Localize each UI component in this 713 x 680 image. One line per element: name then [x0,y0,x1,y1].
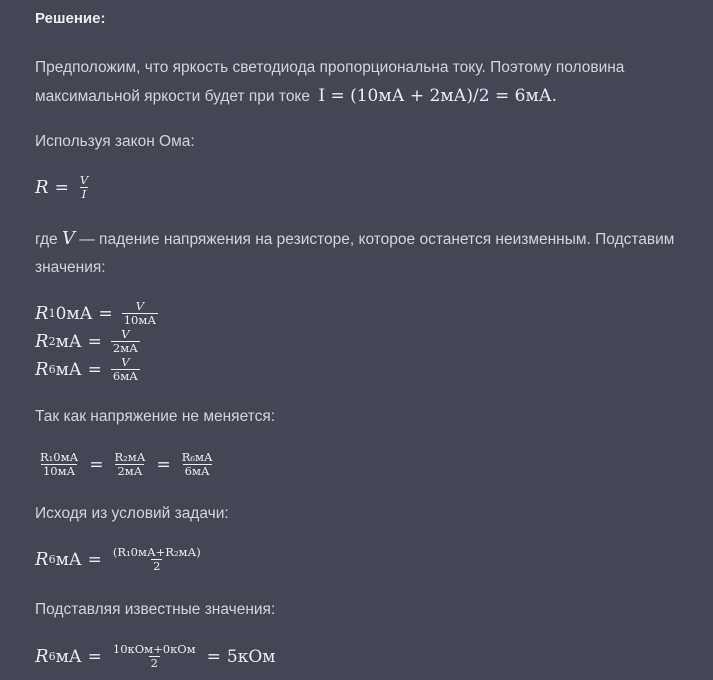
ohm-fraction [78,174,90,201]
equation-r-2ma [35,328,143,355]
fraction-denominator: 6мА [184,464,210,478]
eq-lhs-subscript: 2 [48,335,56,348]
fraction-numerator: (R₁0мА+R₂мА) [112,545,201,559]
ratio-fraction-1 [38,451,80,478]
equation-r-6ma [35,356,143,383]
average-equation [35,546,206,573]
eq-lhs-rest: мА [55,549,82,570]
current-formula: I = (10мА + 2мА)/2 = 6мА. [318,86,557,106]
eq-lhs-subscript: 6 [48,553,56,566]
assumption-line-2-text: максимальной яркости будет при токе [35,88,311,105]
ratio-fraction-3 [180,451,215,478]
eq-fraction [111,356,140,383]
fraction-numerator: V [135,299,145,313]
fraction-denominator: 6мА [112,369,138,383]
equals-sign: = [87,331,102,352]
equals-sign: = [87,359,102,380]
fraction-denominator: 2мА [112,341,138,355]
fraction-numerator: V [79,173,89,187]
equals-sign: = [156,454,171,475]
eq-lhs-rest: мА [55,359,82,380]
eq-fraction [122,300,158,327]
assumption-line-2 [35,82,624,111]
eq-lhs-symbol: R [35,549,49,570]
ratio-fraction-2 [113,451,148,478]
fraction-denominator: 2 [153,559,161,573]
fraction-denominator: 10мА [42,464,76,478]
paragraph-voltage-constant: Так как напряжение не меняется: [35,408,276,425]
substitution-line-2: значения: [35,259,106,276]
eq-lhs-subscript: 1 [48,307,56,320]
fraction-numerator: R₁0мА [40,450,79,464]
substitution-post: — падение напряжения на резисторе, которое останется неизменным. Подставим [79,231,675,248]
paragraph-substitution [35,225,674,282]
final-equation [35,643,276,670]
eq-lhs-symbol: R [35,303,49,324]
fraction-numerator: V [121,327,130,341]
equation-r-10ma [35,300,161,327]
fraction-denominator: I [81,187,87,201]
assumption-line-1: Предположим, что яркость светодиода пропорциональна току. Поэтому половина [35,59,625,76]
equals-sign: = [87,646,102,667]
equals-sign: = [89,454,104,475]
ohm-equation [35,174,93,201]
eq-lhs-symbol: R [35,331,49,352]
paragraph-ohm-law: Используя закон Ома: [35,133,195,150]
substitution-var: V [61,228,75,249]
eq-lhs-subscript: 6 [48,363,56,376]
fraction-numerator: R₆мА [181,450,213,464]
eq-lhs-rest: мА [55,331,82,352]
final-result: 5кОм [226,646,276,667]
eq-fraction [111,328,140,355]
eq-lhs-rest: 0мА [55,303,93,324]
final-fraction [111,643,198,670]
ohm-lhs: R [35,177,49,198]
fraction-numerator: V [121,355,130,369]
paragraph-conditions: Исходя из условий задачи: [35,505,229,522]
equals-sign: = [87,549,102,570]
equals-sign: = [54,177,69,198]
eq-lhs-rest: мА [55,646,82,667]
fraction-denominator: 2мА [117,464,143,478]
equals-sign: = [206,646,221,667]
ratio-equation [35,451,218,478]
fraction-denominator: 10мА [123,313,157,327]
fraction-denominator: 2 [150,656,158,670]
substitution-pre: где [35,231,58,248]
eq-lhs-symbol: R [35,646,49,667]
paragraph-assumption [35,54,624,111]
equals-sign: = [98,303,113,324]
eq-lhs-subscript: 6 [48,650,56,663]
substitution-line-1 [35,225,674,254]
fraction-numerator: R₂мА [114,450,146,464]
average-fraction [111,546,203,573]
paragraph-substituting-values: Подставляя известные значения: [35,601,276,618]
solution-heading: Решение: [35,10,106,27]
eq-lhs-symbol: R [35,359,49,380]
fraction-numerator: 10кОм+0кОм [112,642,196,656]
